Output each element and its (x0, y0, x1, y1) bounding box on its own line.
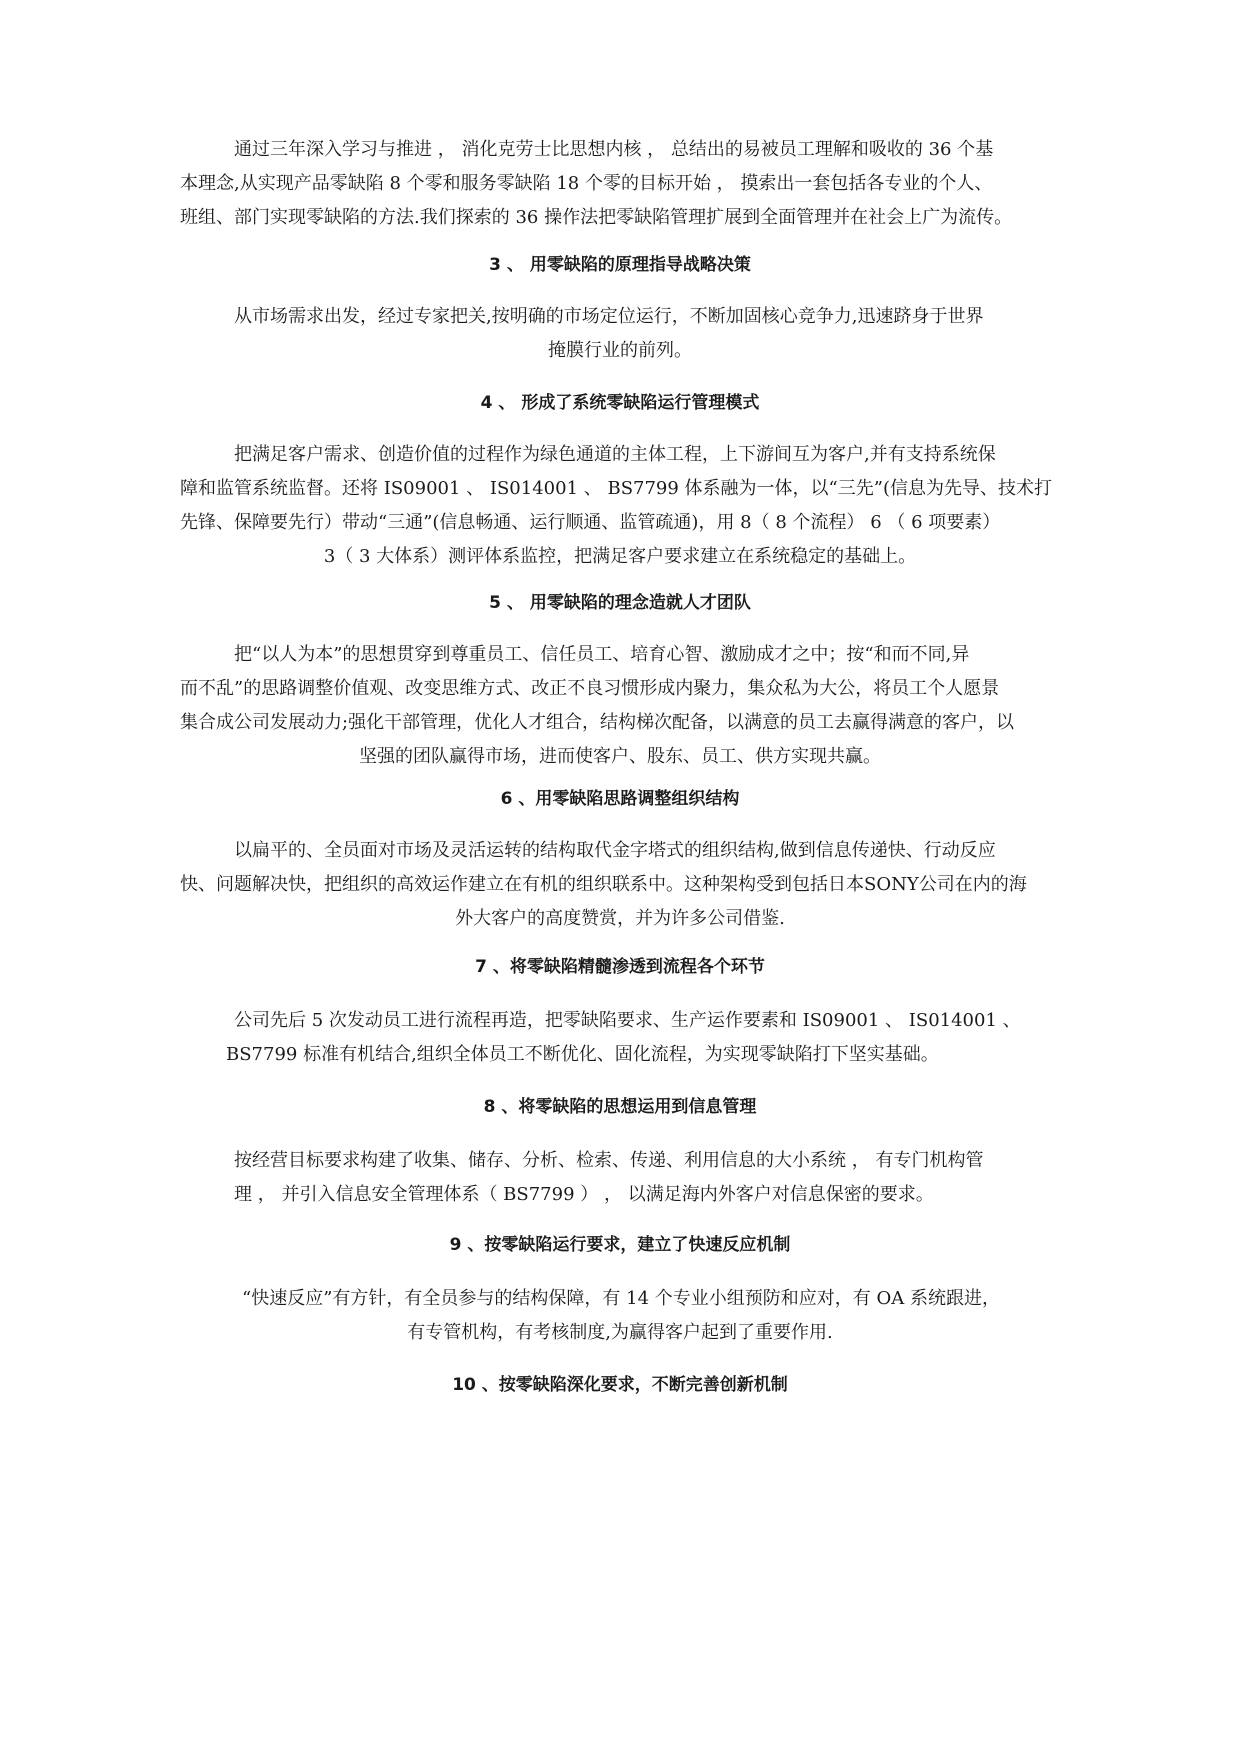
paragraph-6 (180, 834, 1060, 936)
section-heading-6: 6 、用零缺陷思路调整组织结构 (500, 789, 740, 809)
paragraph-line: 坚强的团队赢得市场，进而使客户、股东、员工、供方实现共赢。 (359, 746, 881, 767)
paragraph-line: 以扁平的、全员面对市场及灵活运转的结构取代金字塔式的组织结构,做到信息传递快、行动反应 (234, 840, 996, 861)
paragraph-line: 班组、部门实现零缺陷的方法.我们探索的 36 操作法把零缺陷管理扩展到全面管理并在社会上广为流传。 (180, 207, 1013, 228)
paragraph-line: 把满足客户需求、创造价值的过程作为绿色通道的主体工程，上下游间互为客户,并有支持系统保 (234, 444, 996, 465)
paragraph-line: 有专管机构，有考核制度,为赢得客户起到了重要作用. (407, 1322, 833, 1343)
section-heading-7: 7 、将零缺陷精髓渗透到流程各个环节 (475, 957, 765, 977)
paragraph-5 (180, 638, 1060, 774)
paragraph-line: 3（ 3 大体系）测评体系监控，把满足客户要求建立在系统稳定的基础上。 (323, 546, 917, 567)
paragraph-line: 先锋、保障要先行）带动“三通”(信息畅通、运行顺通、监管疏通)，用 8（ 8 个流程） 6 （ 6 项要素） (180, 512, 1001, 533)
paragraph-7 (180, 1004, 1060, 1072)
section-heading-4: 4 、 形成了系统零缺陷运行管理模式 (480, 393, 760, 413)
paragraph-line: 理 ， 并引入信息安全管理体系（ BS7799 ） ， 以满足海内外客户对信息保密的要求。 (234, 1184, 934, 1205)
paragraph-line: 快、问题解决快，把组织的高效运作建立在有机的组织联系中。这种架构受到包括日本SONY公司在内的海 (180, 874, 1027, 895)
section-heading-9: 9 、按零缺陷运行要求，建立了快速反应机制 (449, 1235, 791, 1255)
paragraph-line: BS7799 标准有机结合,组织全体员工不断优化、固化流程，为实现零缺陷打下坚实基础。 (226, 1044, 939, 1065)
paragraph-9 (180, 1282, 1060, 1350)
paragraph-line: 通过三年深入学习与推进 ， 消化克劳士比思想内核 ， 总结出的易被员工理解和吸收的 36 个基 (234, 139, 994, 160)
paragraph-8 (180, 1144, 1060, 1212)
paragraph-line: 障和监管系统监督。还将 IS09001 、 IS014001 、 BS7799 体系融为一体，以“三先”(信息为先导、技术打 (180, 478, 1052, 499)
paragraph-line: 公司先后 5 次发动员工进行流程再造，把零缺陷要求、生产运作要素和 IS09001 、 IS014001 、 (234, 1010, 1021, 1031)
paragraph-line: 集合成公司发展动力;强化干部管理，优化人才组合，结构梯次配备，以满意的员工去赢得满意的客户，以 (180, 712, 1015, 733)
paragraph-line: “快速反应”有方针，有全员参与的结构保障，有 14 个专业小组预防和应对，有 OA 系统跟进， (242, 1288, 1000, 1309)
paragraph-line: 把“以人为本”的思想贯穿到尊重员工、信任员工、培育心智、激励成才之中；按“和而不同,异 (234, 644, 970, 665)
paragraph-3 (180, 300, 1060, 368)
section-heading-5: 5 、 用零缺陷的理念造就人才团队 (489, 593, 751, 613)
paragraph-line: 外大客户的高度赞赏，并为许多公司借鉴. (455, 908, 785, 929)
paragraph-line: 从市场需求出发，经过专家把关,按明确的市场定位运行，不断加固核心竞争力,迅速跻身于世界 (234, 306, 984, 327)
paragraph-line: 掩膜行业的前列。 (548, 340, 692, 361)
section-heading-8: 8 、将零缺陷的思想运用到信息管理 (483, 1097, 757, 1117)
section-heading-3: 3 、 用零缺陷的原理指导战略决策 (489, 255, 751, 275)
paragraph-line: 本理念,从实现产品零缺陷 8 个零和服务零缺陷 18 个零的目标开始 ， 摸索出一套包括各专业的个人、 (180, 173, 993, 194)
paragraph-intro (180, 133, 1060, 235)
paragraph-4 (180, 438, 1060, 574)
paragraph-line: 而不乱”的思路调整价值观、改变思维方式、改正不良习惯形成内聚力，集众私为大公，将员工个人愿景 (180, 678, 1000, 699)
paragraph-line: 按经营目标要求构建了收集、储存、分析、检索、传递、利用信息的大小系统 ， 有专门机构管 (234, 1150, 984, 1171)
section-heading-10: 10 、按零缺陷深化要求，不断完善创新机制 (452, 1375, 788, 1395)
